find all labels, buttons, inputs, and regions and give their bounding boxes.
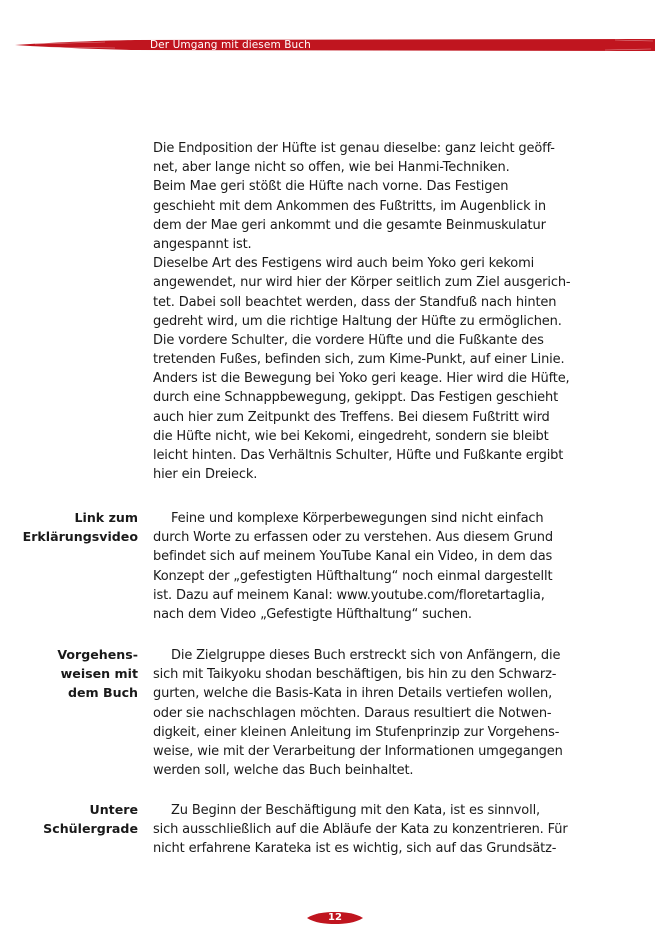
margin-heading-lower-grades [43,800,138,838]
margin-heading-line: Untere [89,802,138,817]
text-line: Die vordere Schulter, die vordere Hüfte und die Fußkante des [153,332,544,348]
text-line: Feine und komplexe Körperbewegungen sind nicht einfach [171,511,544,526]
text-line: ist. Dazu auf meinem Kanal: www.youtube.com/floretartaglia, [153,587,545,603]
text-line: nicht erfahrene Karateka ist es wichtig, sich auf das Grundsätz- [153,841,557,857]
text-line: weise, wie mit der Verarbeitung der Informationen umgegangen [153,743,563,759]
text-line: gedreht wird, um die richtige Haltung der Hüfte zu ermöglichen. [153,313,562,329]
text-line: net, aber lange nicht so offen, wie bei Hanmi-Techniken. [153,160,510,176]
text-line: durch Worte zu erfassen oder zu verstehen. Aus diesem Grund [153,530,553,546]
text-line: die Hüfte nicht, wie bei Kekomi, eingedreht, sondern sie bleibt [153,428,549,444]
body-paragraph-video-link [153,509,578,624]
margin-heading-line: Link zum [74,510,138,525]
text-line: angewendet, nur wird hier der Körper seitlich zum Ziel ausgerich- [153,275,571,291]
text-line: leicht hinten. Das Verhältnis Schulter, Hüfte und Fußkante ergibt [153,448,564,463]
text-line: tretenden Fußes, befinden sich, zum Kime-Punkt, auf einer Linie. [153,352,565,368]
text-line: sich mit Taikyoku shodan beschäftigen, bis hin zu den Schwarz- [153,667,557,683]
text-line: tet. Dabei soll beachtet werden, dass der Standfuß nach hinten [153,294,557,310]
running-header-title: Der Umgang mit diesem Buch [150,39,311,51]
body-paragraph-approach [153,646,578,780]
margin-heading-line: weisen mit [60,666,138,682]
text-line: geschieht mit dem Ankommen des Fußtritts, im Augenblick in [153,198,546,214]
text-line: Anders ist die Bewegung bei Yoko geri keage. Hier wird die Hüfte, [153,371,570,387]
page-number: 12 [328,912,342,923]
text-line: befindet sich auf meinem YouTube Kanal ein Video, in dem das [153,549,553,565]
header-brush-stroke [15,38,655,52]
margin-heading-approach [57,645,138,703]
text-line: werden soll, welche das Buch beinhaltet. [153,763,414,779]
text-line: Konzept der „gefestigten Hüfthaltung“ noch einmal dargestellt [153,568,553,584]
header-bar [15,38,655,52]
margin-heading-line: dem Buch [67,685,138,701]
text-line: digkeit, einer kleinen Anleitung im Stufenprinzip zur Vorgehens- [153,724,560,740]
margin-heading-line: Vorgehens- [57,647,138,662]
text-line: hier ein Dreieck. [153,467,258,483]
text-line: dem der Mae geri ankommt und die gesamte Beinmuskulatur [153,217,546,233]
text-line: sich ausschließlich auf die Abläufe der Kata zu konzentrieren. Für [153,822,568,838]
text-line: nach dem Video „Gefestigte Hüfthaltung“ suchen. [153,606,472,622]
text-line: Die Zielgruppe dieses Buch erstreckt sich von Anfängern, die [171,648,561,663]
text-line: Beim Mae geri stößt die Hüfte nach vorne. Das Festigen [153,179,509,195]
text-line: angespannt ist. [153,236,252,252]
text-line: oder sie nachschlagen möchten. Daraus resultiert die Notwen- [153,705,552,721]
margin-heading-line: Erklärungsvideo [22,529,138,545]
body-paragraph-lower-grades [153,801,578,859]
margin-heading-video-link [23,508,138,546]
body-paragraph [153,139,578,484]
text-line: Dieselbe Art des Festigens wird auch beim Yoko geri kekomi [153,256,535,272]
text-line: Zu Beginn der Beschäftigung mit den Kata, ist es sinnvoll, [171,803,541,818]
page-number-badge [305,910,365,926]
text-line: Die Endposition der Hüfte ist genau dieselbe: ganz leicht geöff- [153,141,555,156]
margin-heading-line: Schülergrade [43,821,138,837]
text-line: durch eine Schnappbewegung, gekippt. Das Festigen geschieht [153,390,559,406]
text-line: auch hier zum Zeitpunkt des Treffens. Bei diesem Fußtritt wird [153,409,550,425]
text-line: gurten, welche die Basis-Kata in ihren Details vertiefen wollen, [153,686,553,702]
